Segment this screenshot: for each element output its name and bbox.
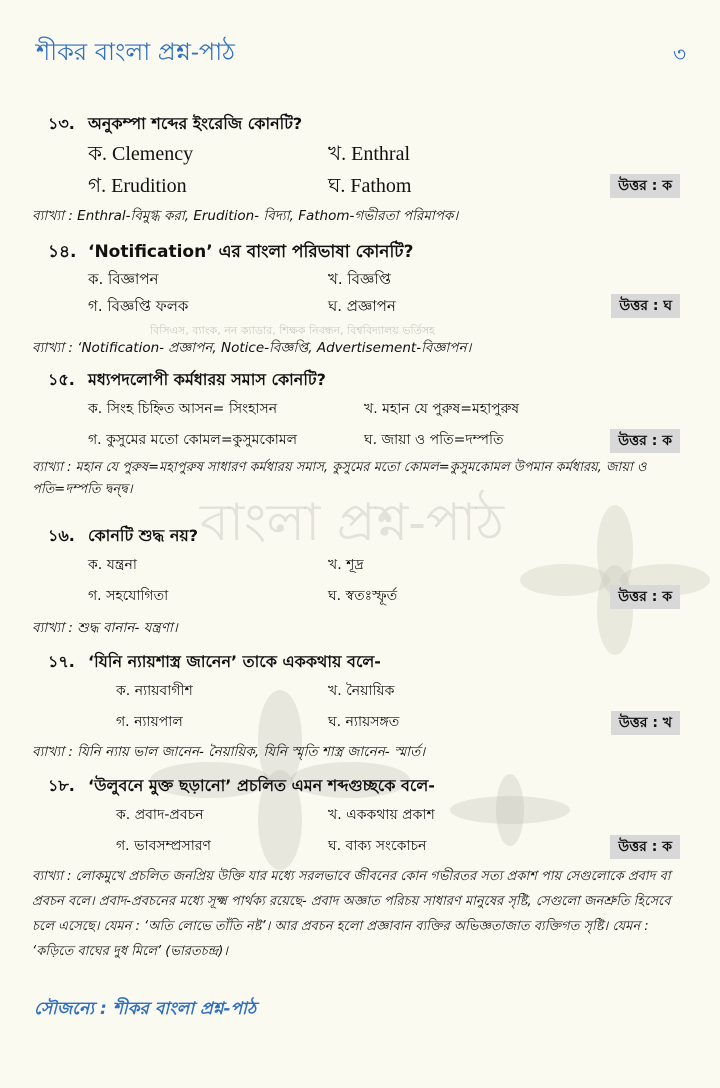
question-number: ১৪.	[48, 242, 77, 262]
option: ক. প্রবাদ-প্রবচন	[116, 807, 204, 823]
question-text: ‘Notification’ এর বাংলা পরিভাষা কোনটি?	[88, 242, 414, 262]
answer-badge: উত্তর : খ	[611, 711, 680, 735]
question-text: ‘উলুবনে মুক্ত ছড়ানো’ প্রচলিত এমন শব্দগুচ্ছকে বলে-	[88, 776, 435, 795]
question-block	[48, 772, 688, 862]
option-row	[48, 550, 688, 581]
question-title	[48, 238, 688, 266]
watermark-text: বাংলা প্রশ্ন-পাঠ	[200, 493, 505, 553]
option: খ. মহান যে পুরুষ=মহাপুরুষ	[364, 401, 520, 417]
question-text: ‘যিনি ন্যায়শাস্ত্র জানেন’ তাকে এককথায় বলে-	[88, 652, 381, 671]
option: ঘ. প্রজ্ঞাপন	[328, 297, 396, 315]
question-text: মধ্যপদলোপী কর্মধারয় সমাস কোনটি?	[88, 370, 326, 389]
option: খ. Enthral	[328, 143, 411, 165]
option: ক. বিজ্ঞাপন	[88, 270, 159, 288]
question-text: অনুকম্পা শব্দের ইংরেজি কোনটি?	[88, 114, 303, 133]
question-title	[48, 110, 688, 138]
option: খ. এককথায় প্রকাশ	[328, 807, 435, 823]
option-row	[48, 394, 688, 425]
option-row	[48, 170, 688, 202]
watermark-subtext: বিসিএস, ব্যাংক, নন ক্যাডার, শিক্ষক নিবন্ধন, বিশ্ববিদ্যালয় ভর্তিসহ	[150, 324, 435, 337]
question-number: ১৫.	[48, 370, 75, 389]
answer-badge: উত্তর : ক	[610, 585, 680, 609]
question-block	[48, 648, 688, 738]
question-block	[48, 110, 688, 202]
option: ঘ. ন্যায়সঙ্গত	[328, 714, 400, 730]
explanation: ব্যাখ্যা : শুদ্ধ বানান- যন্ত্রণা।	[32, 620, 178, 636]
option: ঘ. জায়া ও পতি=দম্পতি	[364, 432, 504, 448]
option-row	[48, 293, 688, 320]
question-title	[48, 522, 688, 550]
option-row	[48, 138, 688, 170]
answer-badge: উত্তর : ক	[610, 835, 680, 859]
option: খ. বিজ্ঞপ্তি	[328, 270, 392, 288]
option: খ. শূদ্র	[328, 557, 364, 573]
question-block	[48, 238, 688, 320]
option: ক. যন্ত্রনা	[88, 557, 137, 573]
question-block	[48, 366, 688, 456]
question-title	[48, 648, 688, 676]
answer-badge: উত্তর : ক	[610, 174, 680, 198]
explanation: ব্যাখ্যা : Enthral-বিমুগ্ধ করা, Erudition- বিদ্যা, Fathom-গভীরতা পরিমাপক।	[32, 208, 459, 224]
option: গ. সহযোগিতা	[88, 588, 169, 604]
question-number: ১৬.	[48, 526, 75, 545]
option: খ. নৈয়ায়িক	[328, 683, 395, 699]
question-title	[48, 366, 688, 394]
option-row	[48, 707, 688, 738]
option-row	[48, 581, 688, 612]
option-row	[48, 676, 688, 707]
footer-credit: সৌজন্যে : শীকর বাংলা প্রশ্ন-পাঠ	[34, 999, 257, 1019]
option: গ. ভাবসম্প্রসারণ	[116, 838, 211, 854]
page-number: ৩	[672, 42, 686, 66]
option: গ. কুসুমের মতো কোমল=কুসুমকোমল	[88, 432, 298, 448]
option: ঘ. Fathom	[328, 175, 412, 197]
option-row	[48, 831, 688, 862]
explanation: ব্যাখ্যা : লোকমুখে প্রচলিত জনপ্রিয় উক্তি যার মধ্যে সরলভাবে জীবনের কোন গভীরতর সত্য প্রকাশ পায় সেগুলোকে প্রবাদ বা প্রবচন বলে। প্রবাদ-প্রবচনের মধ্যে সূক্ষ্ম পার্থক্য রয়েছে- প্রবাদ অজ্ঞাত পরিচয় সাধারণ মানুষের সৃষ্টি, সেগুলো জনশ্রুতি হিসেবে চলে এসেছে। যেমন : ‘অতি লোভে তাঁতি নষ্ট’। আর প্রবচন হলো প্রজ্ঞাবান ব্যক্তির অভিজ্ঞতাজাত ব্যক্তিগত সৃষ্টি। যেমন : ‘কড়িতে বাঘের দুধ মিলে’ (ভারতচন্দ্র)।	[32, 869, 671, 959]
explanation: ব্যাখ্যা : মহান যে পুরুষ=মহাপুরুষ সাধারণ কর্মধারয় সমাস, কুসুমের মতো কোমল=কুসুমকোমল উপমান কর্মধারয়, জায়া ও পতি=দম্পতি দ্বন্দ্ব।	[32, 460, 647, 497]
option: গ. বিজ্ঞপ্তি ফলক	[88, 297, 189, 315]
option: ঘ. বাক্য সংকোচন	[328, 838, 427, 854]
page-header	[36, 32, 686, 72]
explanation: ব্যাখ্যা : যিনি ন্যায় ভাল জানেন- নৈয়ায়িক, যিনি স্মৃতি শাস্ত্র জানেন- স্মার্ত।	[32, 744, 426, 760]
question-number: ১৩.	[48, 114, 75, 133]
question-number: ১৮.	[48, 776, 75, 795]
question-title	[48, 772, 688, 800]
option-row	[48, 425, 688, 456]
question-block	[48, 522, 688, 612]
answer-badge: উত্তর : ঘ	[611, 294, 680, 318]
option-row	[48, 266, 688, 293]
question-number: ১৭.	[48, 652, 75, 671]
option: গ. Erudition	[88, 175, 187, 197]
option: ক. ন্যায়বাগীশ	[116, 683, 193, 699]
answer-badge: উত্তর : ক	[610, 429, 680, 453]
question-text: কোনটি শুদ্ধ নয়?	[88, 526, 199, 545]
option: ক. সিংহ চিহ্নিত আসন= সিংহাসন	[88, 401, 278, 417]
book-title: শীকর বাংলা প্রশ্ন-পাঠ	[36, 38, 236, 66]
option: ঘ. স্বতঃস্ফূর্ত	[328, 588, 398, 604]
option-row	[48, 800, 688, 831]
option: গ. ন্যায়পাল	[116, 714, 183, 730]
explanation: ব্যাখ্যা : ‘Notification- প্রজ্ঞাপন, Notice-বিজ্ঞপ্তি, Advertisement-বিজ্ঞাপন।	[32, 340, 472, 356]
option: ক. Clemency	[88, 143, 194, 165]
